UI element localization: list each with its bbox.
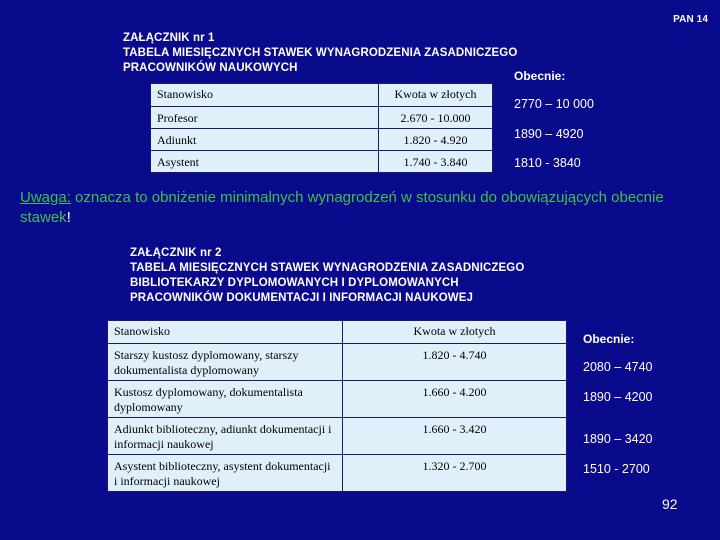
annex1-title-line: TABELA MIESIĘCZNYCH STAWEK WYNAGRODZENIA ZASADNICZEGO [123, 47, 518, 59]
annex2-title-line: TABELA MIESIĘCZNYCH STAWEK WYNAGRODZENIA ZASADNICZEGO [130, 262, 525, 274]
annex2-title-line: ZAŁĄCZNIK nr 2 [130, 247, 222, 259]
table-header-row [108, 321, 567, 344]
header-position: Stanowisko [151, 84, 379, 107]
annex2-current-label: Obecnie: [583, 332, 635, 346]
amount-cell: 1.660 - 3.420 [343, 418, 567, 455]
position-cell: Adiunkt [151, 129, 379, 151]
annex1-current-value: 2770 – 10 000 [514, 97, 594, 111]
amount-cell: 1.740 - 3.840 [379, 151, 493, 173]
annex1-title-line: PRACOWNIKÓW NAUKOWYCH [123, 62, 298, 74]
annex2-current-value: 1890 – 3420 [583, 432, 653, 446]
position-cell: Asystent [151, 151, 379, 173]
table-row [108, 418, 567, 455]
note [20, 188, 700, 228]
annex1-title-line: ZAŁĄCZNIK nr 1 [123, 32, 215, 44]
annex2-title [130, 246, 524, 306]
annex2-title-line: PRACOWNIKÓW DOKUMENTACJI I INFORMACJI NAUKOWEJ [130, 292, 473, 304]
page-number: 92 [662, 496, 678, 512]
table-row [151, 151, 493, 173]
annex2-current-value: 1890 – 4200 [583, 390, 653, 404]
annex1-current-label: Obecnie: [514, 69, 566, 83]
annex2-current-value: 1510 - 2700 [583, 462, 650, 476]
table-row [151, 107, 493, 129]
position-cell: Kustosz dyplomowany, dokumentalista dyplomowany [108, 381, 343, 418]
position-cell: Profesor [151, 107, 379, 129]
table-row [108, 344, 567, 381]
note-label: Uwaga: [20, 189, 71, 206]
annex2-current-value: 2080 – 4740 [583, 360, 653, 374]
annex1-title [123, 31, 517, 76]
header-position: Stanowisko [108, 321, 343, 344]
annex2-title-line: BIBLIOTEKARZY DYPLOMOWANYCH I DYPLOMOWANYCH [130, 277, 459, 289]
annex2-table [107, 320, 567, 492]
table-row [108, 381, 567, 418]
amount-cell: 1.320 - 2.700 [343, 455, 567, 492]
header-amount: Kwota w złotych [343, 321, 567, 344]
amount-cell: 1.660 - 4.200 [343, 381, 567, 418]
page-label: PAN 14 [673, 14, 708, 25]
annex1-table [150, 83, 493, 173]
header-amount: Kwota w złotych [379, 84, 493, 107]
amount-cell: 1.820 - 4.920 [379, 129, 493, 151]
table-row [151, 129, 493, 151]
position-cell: Starszy kustosz dyplomowany, starszy dokumentalista dyplomowany [108, 344, 343, 381]
table-row [108, 455, 567, 492]
annex1-current-value: 1810 - 3840 [514, 156, 581, 170]
table-header-row [151, 84, 493, 107]
position-cell: Asystent biblioteczny, asystent dokumentacji i informacji naukowej [108, 455, 343, 492]
position-cell: Adiunkt biblioteczny, adiunkt dokumentacji i informacji naukowej [108, 418, 343, 455]
note-text: oznacza to obniżenie minimalnych wynagrodzeń w stosunku do obowiązujących obecnie stawek [20, 189, 664, 226]
amount-cell: 2.670 - 10.000 [379, 107, 493, 129]
amount-cell: 1.820 - 4.740 [343, 344, 567, 381]
annex1-current-value: 1890 – 4920 [514, 127, 584, 141]
note-end: ! [66, 209, 71, 226]
